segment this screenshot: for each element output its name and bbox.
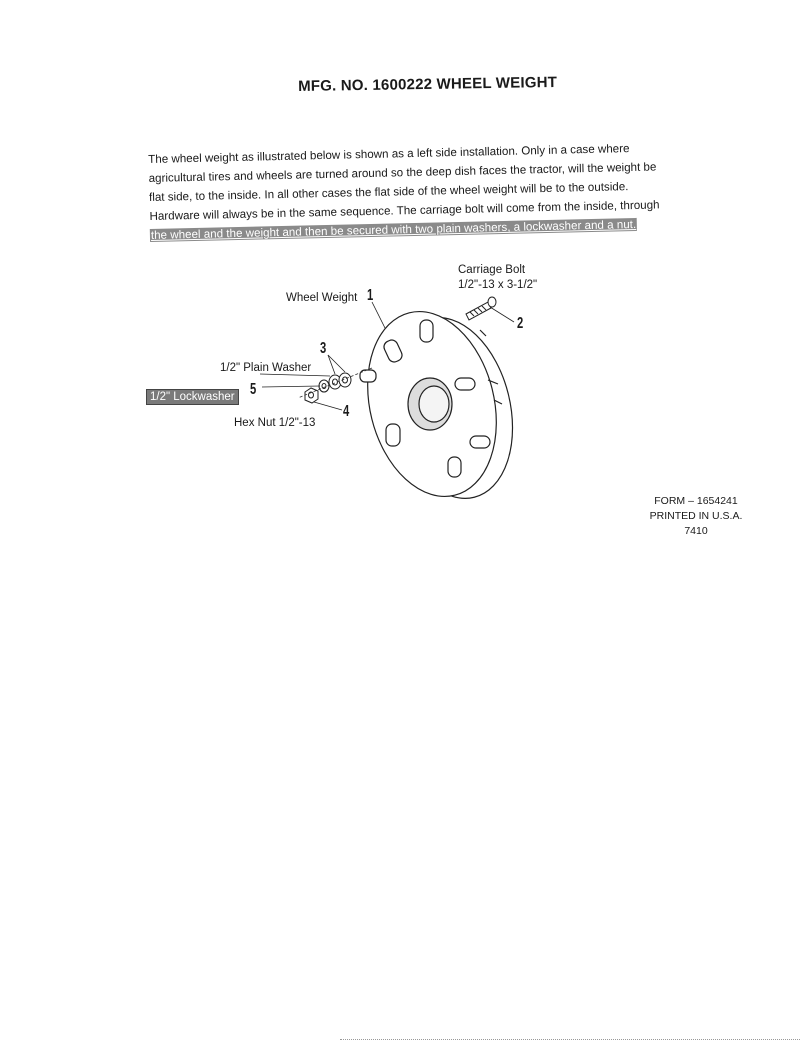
lockwasher-label: 1/2" Lockwasher (146, 389, 239, 405)
plain-washer-label: 1/2" Plain Washer (220, 362, 312, 374)
leader-hex-nut (314, 402, 342, 410)
wheel-weight-label: Wheel Weight (286, 292, 358, 304)
highlighted-paragraph-line: the wheel and the weight and then be secured with two plain washers, a lockwasher and a nut. (150, 217, 637, 242)
page-title: MFG. NO. 1600222 WHEEL WEIGHT (298, 73, 558, 95)
form-code: 7410 (684, 525, 708, 537)
leader-washer-a (328, 355, 335, 374)
callout-1: 1 (367, 287, 374, 304)
hex-nut-label: Hex Nut 1/2"-13 (234, 417, 316, 429)
callout-2: 2 (517, 315, 524, 332)
leader-plain-washer (260, 374, 330, 376)
paragraph-line: agricultural tires and wheels are turned around so the deep dish faces the tractor, will the weight be (148, 160, 657, 185)
scan-artifact-dots (340, 1038, 800, 1040)
leader-carriage-bolt (490, 307, 514, 322)
leader-lockwasher (262, 386, 320, 387)
leader-wheel-weight (372, 302, 385, 328)
wheel-weight-illustration (349, 298, 530, 512)
plain-washers-illustration (329, 373, 351, 389)
carriage-bolt-label: Carriage Bolt (458, 264, 526, 276)
carriage-bolt-illustration (466, 297, 496, 320)
paragraph-line: flat side, to the inside. In all other cases the flat side of the wheel weight will be to the outside. (148, 180, 629, 204)
paragraph-line: Hardware will always be in the same sequence. The carriage bolt will come from the inside, through (149, 198, 660, 223)
paragraph-line: The wheel weight as illustrated below is shown as a left side installation. Only in a case where (148, 142, 630, 166)
lockwasher-illustration (319, 380, 329, 392)
form-footer (646, 494, 746, 539)
callout-4: 4 (343, 403, 350, 420)
hex-nut-illustration (305, 388, 318, 403)
callout-3: 3 (320, 340, 327, 357)
leader-washer-b (328, 355, 345, 372)
carriage-bolt-size-label: 1/2"-13 x 3-1/2" (458, 279, 538, 291)
callout-5: 5 (250, 381, 257, 398)
printed-in: PRINTED IN U.S.A. (649, 510, 743, 522)
form-number: FORM – 1654241 (654, 495, 738, 507)
